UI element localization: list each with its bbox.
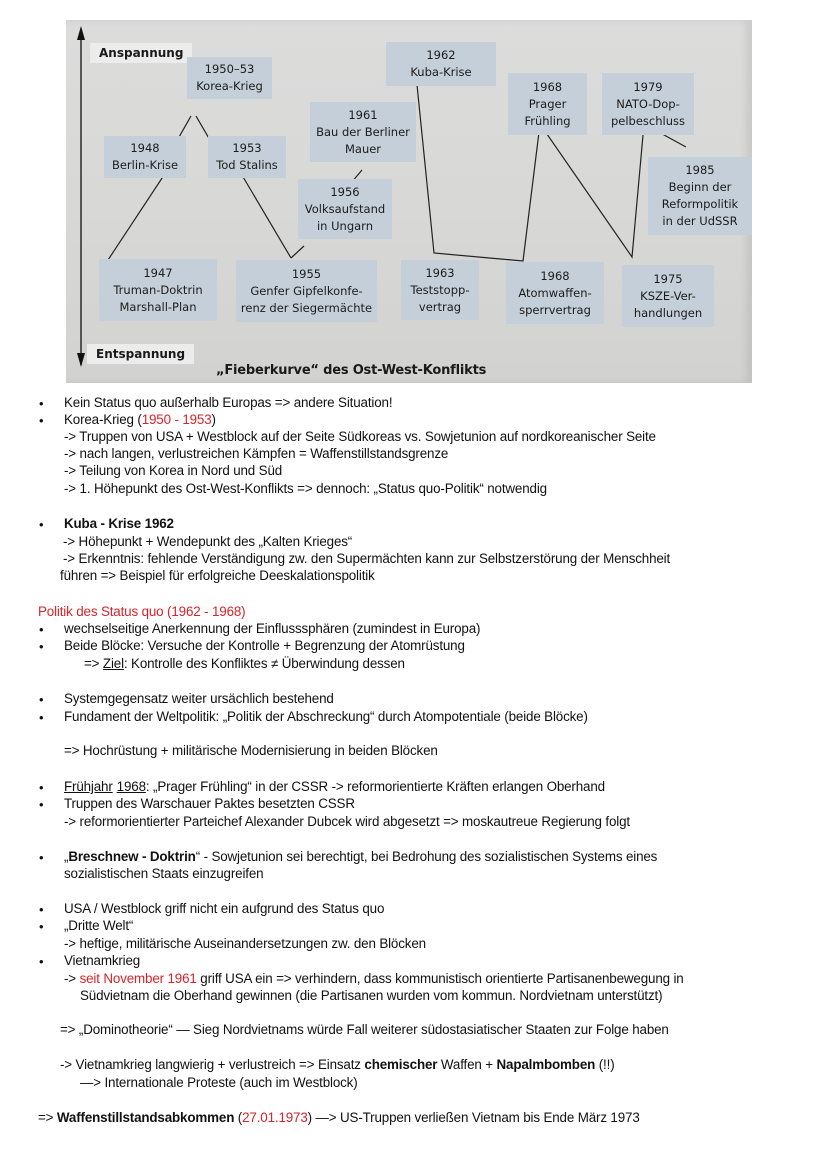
waffenstillstand-date: 27.01.1973 [242,1110,308,1125]
note-korea-sub-3: -> Teilung von Korea in Nord und Süd [64,463,283,478]
heading-politik-status-quo: Politik des Status quo (1962 - 1968) [38,604,246,619]
note-breschnew-cont: sozialistischen Staats einzugreifen [64,866,264,881]
note-einflusssphaeren: wechselseitige Anerkennung der Einflusssphären (zumindest in Europa) [64,621,481,636]
note-korea-sub-1: -> Truppen von USA + Westblock auf der Seite Südkoreas vs. Sowjetunion auf nordkoreanischer Seite [64,429,656,444]
axis-label-entspannung: Entspannung [87,344,194,364]
axis-arrow-down-icon [77,353,85,367]
event-1955-genfer-gipfelkonferenz: 1955 Genfer Gipfelkonfe- renz der Siegermächte [236,260,377,322]
note-beide-bloecke: Beide Blöcke: Versuche der Kontrolle + Begrenzung der Atomrüstung [64,638,465,653]
bullet-icon: • [39,954,44,969]
note-dritte-welt: „Dritte Welt“ [64,918,134,933]
figure-caption: „Fieberkurve“ des Ost-West-Konflikts [216,363,487,378]
bullet-icon: • [39,919,44,934]
note-korea-sub-2: -> nach langen, verlustreichen Kämpfen = Waffenstillstandsgrenze [64,446,449,461]
event-1963-teststoppvertrag: 1963 Teststopp- vertrag [401,260,479,320]
note-korea-sub-4: -> 1. Höhepunkt des Ost-West-Konflikts => dennoch: „Status quo-Politik“ notwendig [64,481,547,496]
bullet-icon: • [39,517,44,532]
event-1961-mauerbau: 1961 Bau der Berliner Mauer [310,102,416,162]
bullet-icon: • [39,413,44,428]
note-dubcek: -> reformorientierter Parteichef Alexander Dubcek wird abgesetzt => moskautreue Regierung folgt [64,814,630,829]
note-vietnam-sub-1-cont: Südvietnam die Oberhand gewinnen (die Partisanen wurden vom kommun. Nordvietnam unterstützt) [80,988,663,1003]
event-1975-kszé-verhandlungen: 1975 KSZE-Ver- handlungen [622,265,714,327]
bullet-icon: • [39,780,44,795]
note-abschreckung: Fundament der Weltpolitik: „Politik der Abschreckung“ durch Atompotentiale (beide Blöcke) [64,709,588,724]
event-1950-korea-krieg: 1950–53 Korea-Krieg [187,57,272,99]
note-systemgegensatz: Systemgegensatz weiter ursächlich bestehend [64,691,334,706]
note-status-quo-outside-europe: Kein Status quo außerhalb Europas => andere Situation! [64,395,393,410]
fieberkurve-diagram [66,20,752,383]
note-vietnam-sub-1: -> seit November 1961 griff USA ein => verhindern, dass kommunistisch orientierte Partisanenbewegung in [64,971,684,986]
vietnam-start-date: seit November 1961 [79,971,197,986]
note-usa-westblock: USA / Westblock griff nicht ein aufgrund des Status quo [64,901,385,916]
event-1968-prager-fruehling: 1968 Prager Frühling [508,73,587,135]
event-1953-tod-stalins: 1953 Tod Stalins [208,136,286,178]
note-breschnew-doktrin: „Breschnew - Doktrin“ - Sowjetunion sei berechtigt, bei Bedrohung des sozialistischen Systems eines [64,849,658,864]
event-1979-nato-doppelbeschluss: 1979 NATO-Dop- pelbeschluss [602,73,694,135]
bullet-icon: • [39,902,44,917]
bullet-icon: • [39,797,44,812]
korea-dates: 1950 - 1953 [141,412,212,427]
note-hochruestung: => Hochrüstung + militärische Modernisierung in beiden Blöcken [64,743,438,758]
event-1985-reformpolitik: 1985 Beginn der Reformpolitik in der UdSSR [648,157,752,235]
note-prager-fruehling: Frühjahr 1968: „Prager Frühling“ in der CSSR -> reformorientierte Kräften erlangen Oberhand [64,779,605,794]
note-kuba-sub-3: führen => Beispiel für erfolgreiche Deeskalationspolitik [60,568,375,583]
note-dominotheorie: => „Dominotheorie“ — Sieg Nordvietnams würde Fall weiterer südostasiatischer Staaten zur Folge haben [60,1022,669,1037]
note-waffenstillstand: => Waffenstillstandsabkommen (27.01.1973) —> US-Truppen verließen Vietnam bis Ende März 1973 [38,1110,640,1125]
bullet-icon: • [39,692,44,707]
note-dritte-welt-sub: -> heftige, militärische Auseinandersetzungen zw. den Blöcken [64,936,426,951]
event-1947-truman-doktrin: 1947 Truman-Doktrin Marshall-Plan [99,259,217,321]
event-1948-berlin-krise: 1948 Berlin-Krise [104,136,186,178]
bullet-icon: • [39,639,44,654]
note-kuba-sub-1: -> Höhepunkt + Wendepunkt des „Kalten Krieges“ [63,534,353,549]
bullet-icon: • [39,850,44,865]
bullet-icon: • [39,396,44,411]
bullet-icon: • [39,622,44,637]
note-kuba-krise-title: Kuba - Krise 1962 [64,516,174,531]
bullet-icon: • [39,710,44,725]
note-ziel: => Ziel: Kontrolle des Konfliktes ≠ Überwindung dessen [84,656,405,671]
event-1962-kuba-krise: 1962 Kuba-Krise [386,42,496,86]
axis-label-anspannung: Anspannung [90,43,192,63]
note-warschauer-pakt: Truppen des Warschauer Paktes besetzten CSSR [64,796,355,811]
note-proteste: —> Internationale Proteste (auch im Westblock) [80,1075,358,1090]
note-vietnamkrieg: Vietnamkrieg [64,953,141,968]
note-korea-krieg: Korea-Krieg (1950 - 1953) [64,412,216,427]
event-1968-atomwaffensperrvertrag: 1968 Atomwaffen- sperrvertrag [506,262,604,324]
event-1956-ungarn: 1956 Volksaufstand in Ungarn [298,179,392,239]
note-chemische-waffen: -> Vietnamkrieg langwierig + verlustreich => Einsatz chemischer Waffen + Napalmbomben (!!) [60,1057,615,1072]
note-kuba-sub-2: -> Erkenntnis: fehlende Verständigung zw. den Supermächten kann zur Selbstzerstörung der Menschheit [63,551,671,566]
axis-arrow-up-icon [77,26,85,40]
